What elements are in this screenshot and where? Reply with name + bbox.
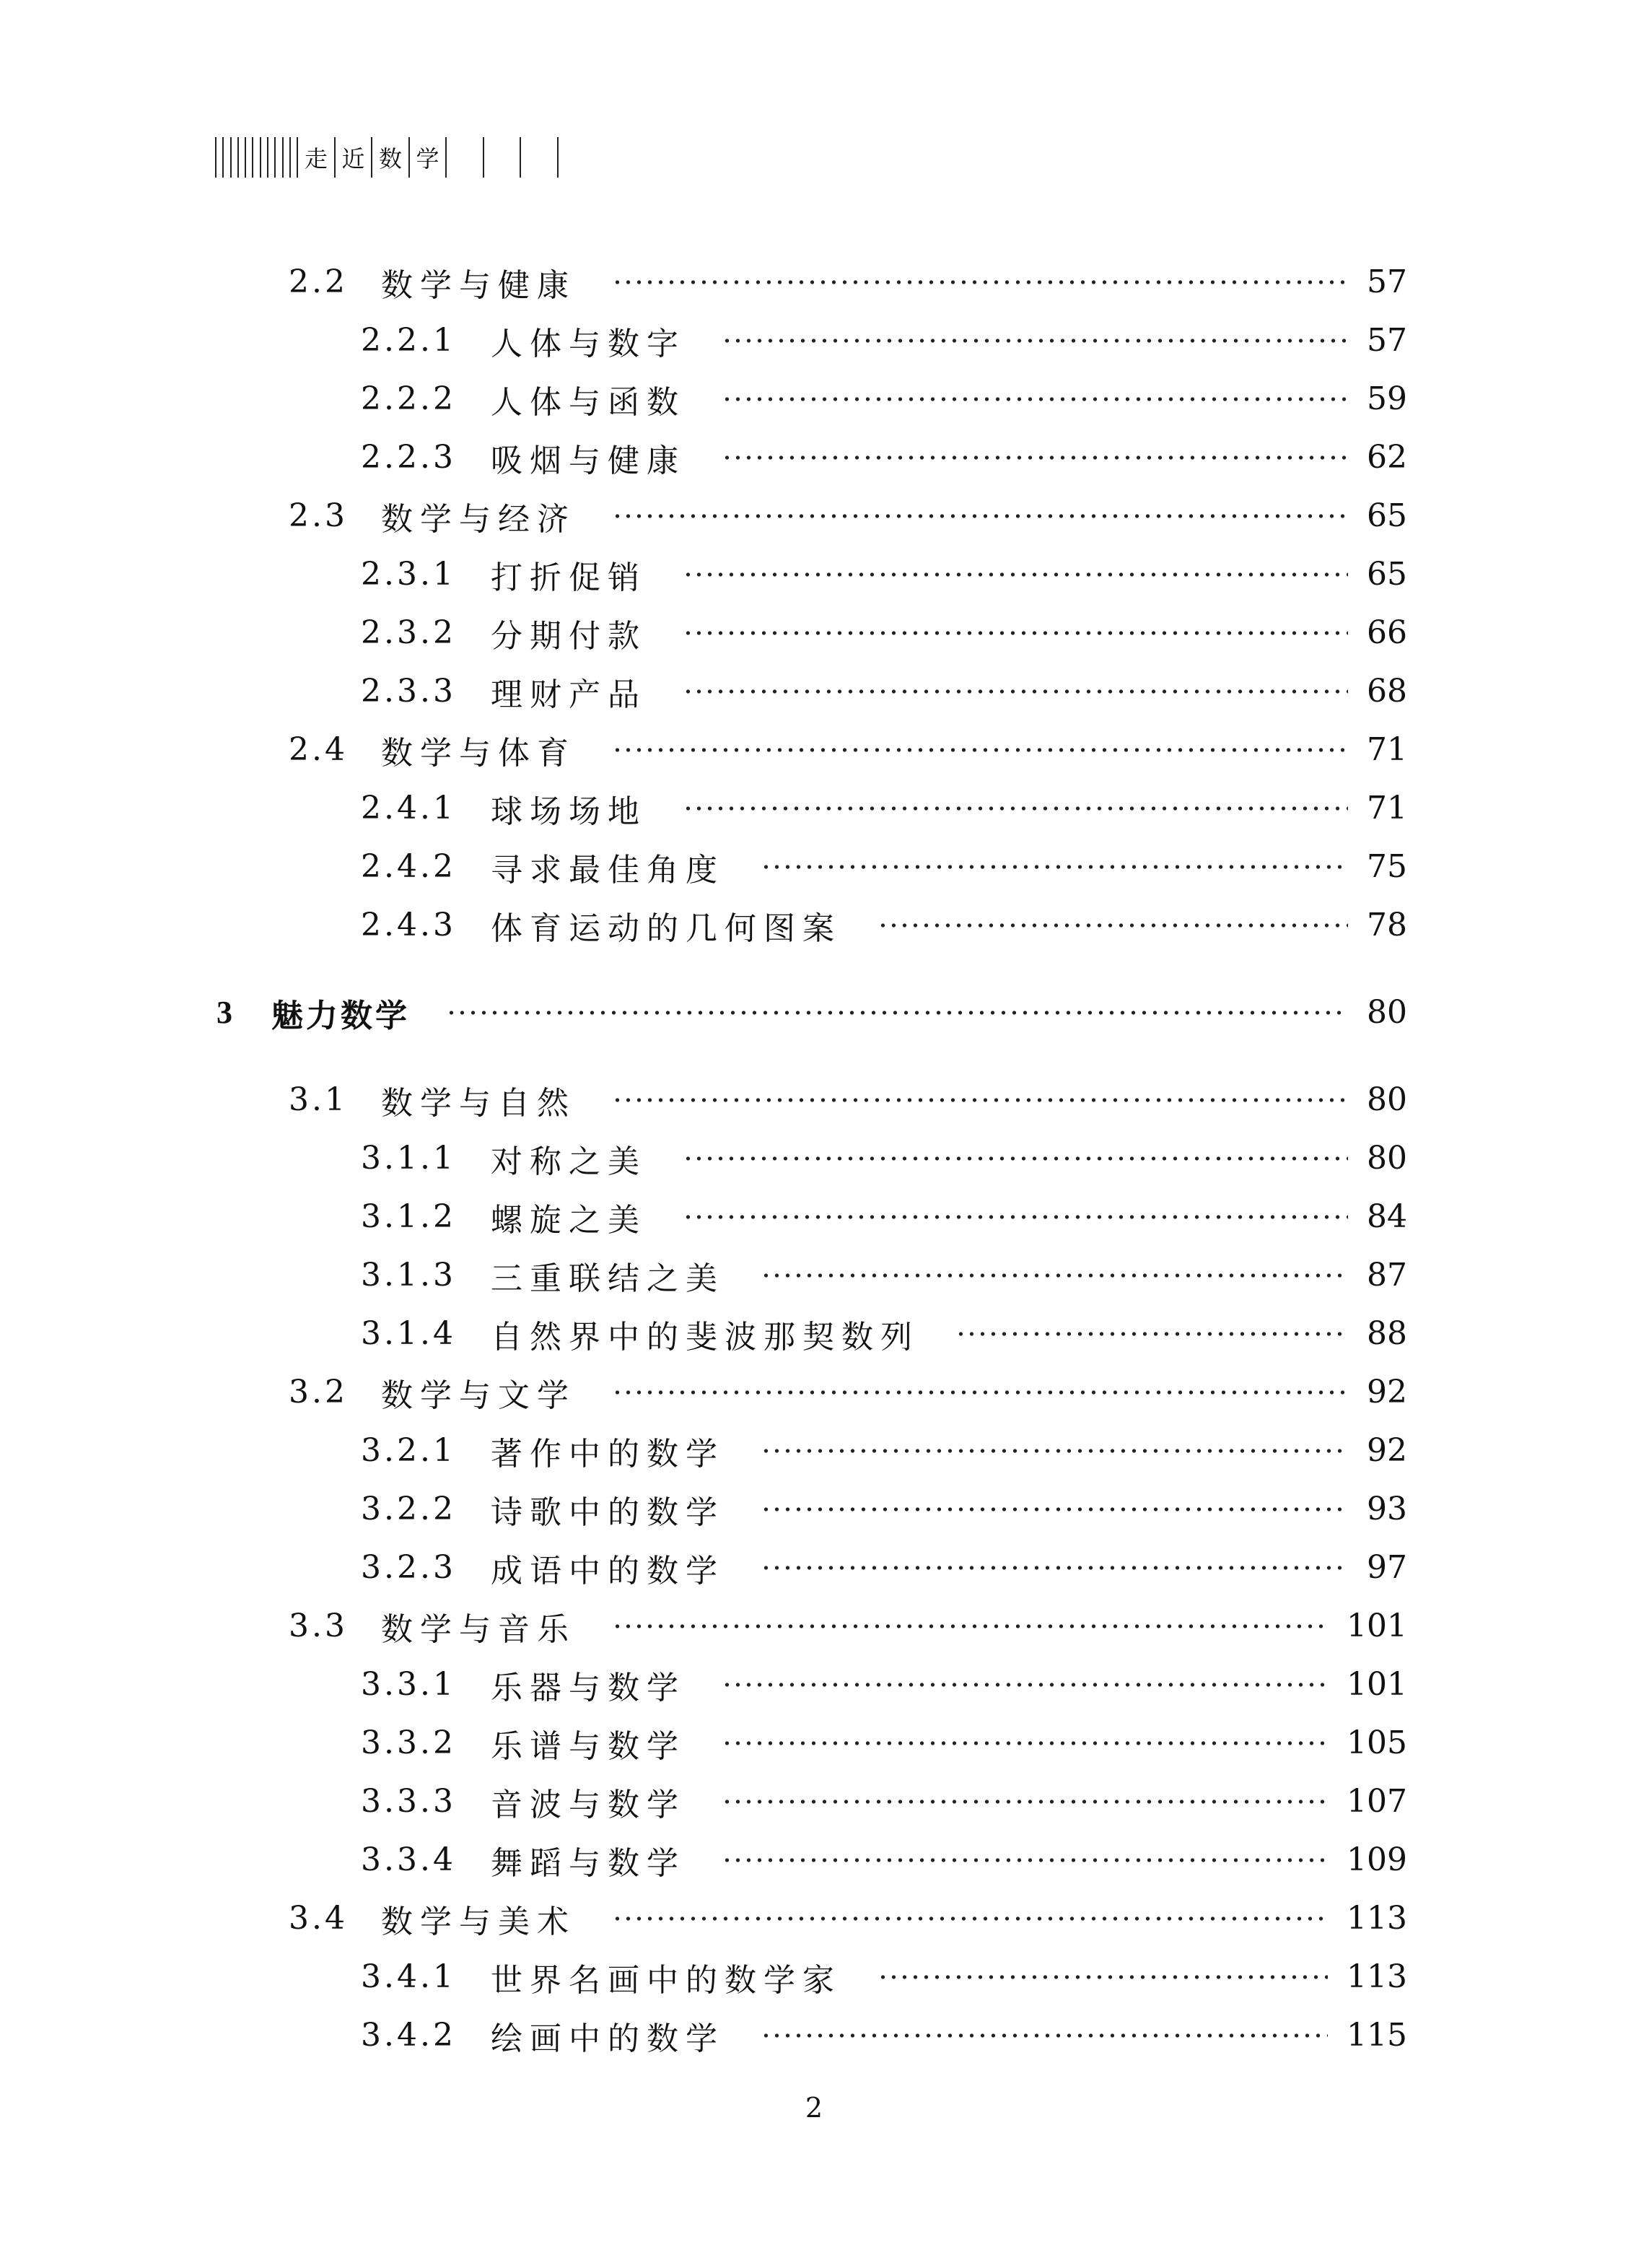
entry-number: 3.1.3 [361, 1257, 456, 1294]
header-rule [245, 137, 252, 178]
entry-title: 三重联结之美 [491, 1260, 725, 1297]
entry-number: 3.3.2 [361, 1724, 456, 1761]
toc-section-entry[interactable] [0, 1070, 1407, 1129]
entry-page: 101 [1347, 1608, 1407, 1644]
dot-leader [683, 806, 1348, 811]
dot-leader [878, 1974, 1328, 1980]
toc-subsection-entry[interactable] [0, 1948, 1407, 2006]
entry-number: 3.4.2 [361, 2017, 456, 2054]
dot-leader [612, 513, 1348, 519]
entry-title: 球场场地 [491, 793, 647, 830]
header-rule [237, 137, 245, 178]
header-rule [222, 137, 229, 178]
entry-title: 数学与文学 [381, 1377, 576, 1414]
entry-number: 3.3.3 [361, 1783, 456, 1820]
toc-chapter-entry[interactable] [0, 983, 1407, 1042]
header-rule [445, 137, 483, 178]
entry-page: 62 [1367, 439, 1407, 476]
dot-leader [761, 1448, 1348, 1454]
toc-subsection-entry[interactable] [0, 311, 1407, 370]
header-rule [520, 137, 557, 178]
header-rule [289, 137, 297, 178]
entry-title: 人体与数字 [491, 325, 686, 362]
dot-leader [683, 1214, 1348, 1220]
header-rule [274, 137, 281, 178]
header-char: 走 [297, 137, 334, 178]
entry-page: 87 [1367, 1257, 1407, 1294]
entry-title: 对称之美 [491, 1143, 647, 1180]
entry-title: 舞蹈与数学 [491, 1844, 686, 1882]
dot-leader [722, 455, 1348, 461]
entry-page: 113 [1347, 1958, 1407, 1995]
entry-title: 数学与经济 [381, 500, 576, 538]
toc-section-entry[interactable] [0, 487, 1407, 545]
entry-number: 2.3 [289, 497, 348, 534]
entry-number: 3.2.3 [361, 1549, 456, 1586]
entry-title: 数学与体育 [381, 734, 576, 772]
entry-number: 2.4 [289, 731, 348, 768]
entry-title: 世界名画中的数学家 [491, 1961, 841, 1999]
dot-leader [761, 864, 1348, 870]
dot-leader [722, 1740, 1328, 1746]
dot-leader [722, 1682, 1328, 1688]
entry-title: 魅力数学 [271, 997, 410, 1034]
entry-title: 著作中的数学 [491, 1435, 725, 1473]
entry-title: 体育运动的几何图案 [491, 910, 841, 947]
entry-number: 3.2.2 [361, 1491, 456, 1527]
entry-page: 92 [1367, 1432, 1407, 1469]
entry-title: 打折促销 [491, 559, 647, 596]
entry-number: 3.2 [289, 1374, 348, 1410]
toc-section-entry[interactable] [0, 720, 1407, 779]
entry-page: 97 [1367, 1549, 1407, 1586]
dot-leader [683, 630, 1348, 636]
entry-number: 2.2.3 [361, 439, 456, 476]
toc-subsection-entry[interactable] [0, 1246, 1407, 1304]
entry-page: 57 [1367, 263, 1407, 300]
toc-subsection-entry[interactable] [0, 1772, 1407, 1831]
entry-number: 3.1 [289, 1081, 348, 1118]
entry-number: 2.2.1 [361, 322, 456, 359]
header-char: 学 [408, 137, 446, 178]
entry-title: 数学与自然 [381, 1084, 576, 1122]
entry-page: 93 [1367, 1491, 1407, 1527]
entry-number: 2.3.1 [361, 556, 456, 593]
toc-section-entry[interactable] [0, 1889, 1407, 1948]
entry-page: 109 [1347, 1841, 1407, 1878]
entry-number: 3.2.1 [361, 1432, 456, 1469]
entry-title: 数学与美术 [381, 1903, 576, 1940]
entry-page: 57 [1367, 322, 1407, 359]
toc-subsection-entry[interactable] [0, 896, 1407, 954]
toc-subsection-entry[interactable] [0, 1538, 1407, 1597]
entry-title: 自然界中的斐波那契数列 [491, 1318, 919, 1356]
entry-number: 3.4 [289, 1900, 348, 1937]
entry-title: 数学与音乐 [381, 1610, 576, 1648]
entry-title: 寻求最佳角度 [491, 851, 725, 889]
entry-title: 螺旋之美 [491, 1201, 647, 1239]
toc-subsection-entry[interactable] [0, 1480, 1407, 1538]
dot-leader [955, 1331, 1348, 1337]
entry-title: 绘画中的数学 [491, 2020, 725, 2057]
entry-page: 88 [1367, 1315, 1407, 1352]
entry-title: 人体与函数 [491, 383, 686, 421]
running-header [215, 137, 559, 178]
page-number: 2 [805, 2092, 823, 2124]
toc-subsection-entry[interactable] [0, 1421, 1407, 1480]
header-rule [252, 137, 259, 178]
toc-subsection-entry[interactable] [0, 662, 1407, 720]
dot-leader [722, 1799, 1328, 1805]
entry-number: 3.1.4 [361, 1315, 456, 1352]
entry-page: 65 [1367, 497, 1407, 534]
dot-leader [761, 1506, 1348, 1512]
toc-section-entry[interactable] [0, 253, 1407, 311]
entry-page: 68 [1367, 673, 1407, 710]
entry-number: 3.4.1 [361, 1958, 456, 1995]
toc-subsection-entry[interactable] [0, 779, 1407, 837]
entry-number: 3.3.4 [361, 1841, 456, 1878]
header-rule [260, 137, 267, 178]
entry-page: 71 [1367, 731, 1407, 768]
entry-number: 2.2.2 [361, 380, 456, 417]
toc-subsection-entry[interactable] [0, 603, 1407, 662]
dot-leader [761, 2033, 1328, 2038]
toc-subsection-entry[interactable] [0, 2006, 1407, 2064]
dot-leader [446, 1010, 1348, 1016]
entry-number: 2.3.2 [361, 614, 456, 651]
header-char: 数 [371, 137, 408, 178]
entry-number: 2.3.3 [361, 673, 456, 710]
dot-leader [612, 279, 1348, 285]
entry-number: 3.3.1 [361, 1666, 456, 1703]
entry-title: 诗歌中的数学 [491, 1493, 725, 1531]
toc-subsection-entry[interactable] [0, 837, 1407, 896]
entry-number: 2.4.3 [361, 907, 456, 943]
entry-page: 71 [1367, 790, 1407, 826]
entry-page: 105 [1347, 1724, 1407, 1761]
entry-title: 乐器与数学 [491, 1669, 686, 1706]
entry-title: 成语中的数学 [491, 1552, 725, 1589]
entry-title: 数学与健康 [381, 266, 576, 304]
dot-leader [683, 572, 1348, 577]
dot-leader [722, 1857, 1328, 1863]
entry-page: 75 [1367, 848, 1407, 885]
entry-page: 80 [1367, 1081, 1407, 1118]
entry-number: 2.4.1 [361, 790, 456, 826]
entry-page: 59 [1367, 380, 1407, 417]
dot-leader [612, 1916, 1328, 1922]
toc-subsection-entry[interactable] [0, 1187, 1407, 1246]
header-rule [557, 137, 559, 178]
toc-subsection-entry[interactable] [0, 1129, 1407, 1187]
dot-leader [612, 1623, 1328, 1629]
header-char: 近 [334, 137, 372, 178]
entry-page: 84 [1367, 1198, 1407, 1235]
header-rule [483, 137, 520, 178]
dot-leader [683, 1156, 1348, 1161]
entry-page: 78 [1367, 907, 1407, 943]
header-rule [282, 137, 289, 178]
entry-page: 65 [1367, 556, 1407, 593]
toc-subsection-entry[interactable] [0, 545, 1407, 603]
entry-title: 分期付款 [491, 617, 647, 655]
toc-section-entry[interactable] [0, 1363, 1407, 1421]
dot-leader [683, 689, 1348, 694]
dot-leader [722, 396, 1348, 402]
header-rule [215, 137, 222, 178]
toc-subsection-entry[interactable] [0, 428, 1407, 487]
dot-leader [612, 1390, 1348, 1395]
entry-title: 理财产品 [491, 676, 647, 713]
dot-leader [722, 338, 1348, 344]
entry-page: 80 [1367, 1140, 1407, 1177]
toc-section-entry[interactable] [0, 1597, 1407, 1655]
entry-title: 乐谱与数学 [491, 1727, 686, 1765]
entry-number: 2.4.2 [361, 848, 456, 885]
toc-subsection-entry[interactable] [0, 1831, 1407, 1889]
toc-subsection-entry[interactable] [0, 1714, 1407, 1772]
entry-number: 3.1.2 [361, 1198, 456, 1235]
entry-number: 3.1.1 [361, 1140, 456, 1177]
dot-leader [612, 747, 1348, 753]
entry-number: 2.2 [289, 263, 348, 300]
toc-subsection-entry[interactable] [0, 1304, 1407, 1363]
entry-page: 107 [1347, 1783, 1407, 1820]
dot-leader [878, 923, 1348, 928]
entry-page: 101 [1347, 1666, 1407, 1703]
dot-leader [761, 1565, 1348, 1571]
dot-leader [761, 1273, 1348, 1278]
header-rule [267, 137, 274, 178]
entry-page: 92 [1367, 1374, 1407, 1410]
entry-page: 113 [1347, 1900, 1407, 1937]
entry-title: 吸烟与健康 [491, 442, 686, 479]
entry-number: 3.3 [289, 1608, 348, 1644]
header-rule [230, 137, 237, 178]
table-of-contents [0, 253, 1628, 2064]
entry-page: 66 [1367, 614, 1407, 651]
toc-subsection-entry[interactable] [0, 1655, 1407, 1714]
dot-leader [612, 1097, 1348, 1103]
entry-page: 80 [1367, 994, 1407, 1031]
entry-number: 3 [216, 995, 235, 1030]
entry-page: 115 [1347, 2017, 1407, 2054]
entry-title: 音波与数学 [491, 1786, 686, 1823]
toc-subsection-entry[interactable] [0, 370, 1407, 428]
